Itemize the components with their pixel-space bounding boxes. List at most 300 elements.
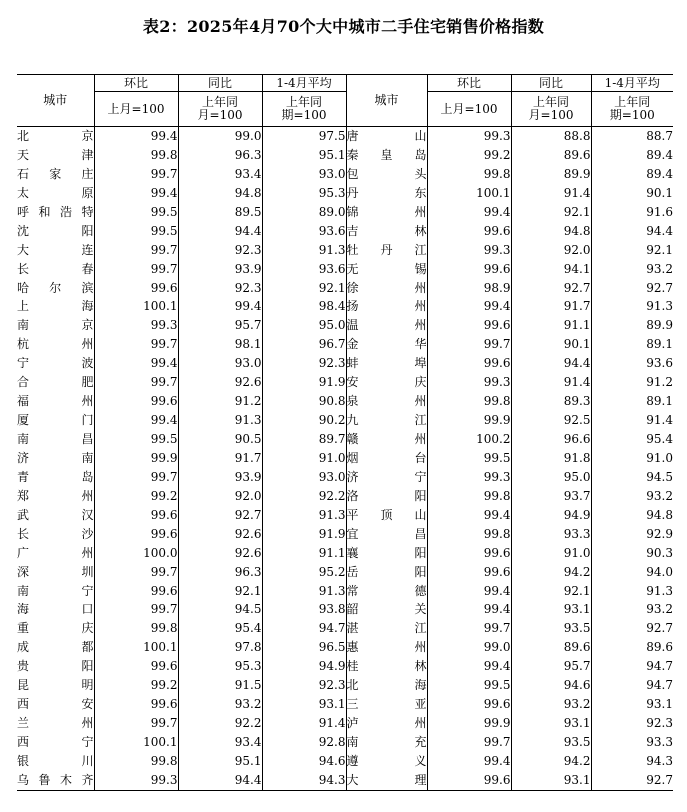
city-cell: 秦皇岛: [346, 146, 427, 165]
yoy-cell: 92.1: [178, 582, 262, 601]
mom-cell: 99.3: [427, 468, 511, 487]
table-row: [17, 638, 673, 657]
table-row: [17, 165, 673, 184]
yoy-cell: 94.8: [511, 222, 591, 241]
yoy-cell: 92.0: [511, 241, 591, 260]
mom-cell: 99.2: [94, 676, 178, 695]
yoy-cell: 91.0: [511, 544, 591, 563]
city-cell: 扬州: [346, 297, 427, 316]
table-row: [17, 600, 673, 619]
avg-cell: 91.9: [262, 373, 346, 392]
mom-cell: 99.8: [94, 752, 178, 771]
table-row: [17, 582, 673, 601]
table-row: [17, 525, 673, 544]
city-cell: 烟台: [346, 449, 427, 468]
mom-cell: 99.6: [427, 771, 511, 790]
city-cell: 九江: [346, 411, 427, 430]
city-cell: 济宁: [346, 468, 427, 487]
avg-cell: 95.4: [591, 430, 673, 449]
mom-cell: 99.6: [94, 695, 178, 714]
avg-cell: 93.2: [591, 260, 673, 279]
avg-cell: 89.7: [262, 430, 346, 449]
mom-cell: 100.2: [427, 430, 511, 449]
avg-cell: 91.3: [262, 241, 346, 260]
mom-cell: 100.1: [427, 184, 511, 203]
avg-cell: 92.8: [262, 733, 346, 752]
price-index-table: [17, 74, 673, 791]
table-row: [17, 468, 673, 487]
city-cell: 大理: [346, 771, 427, 790]
city-cell: 丹东: [346, 184, 427, 203]
mom-cell: 99.6: [427, 260, 511, 279]
city-cell: 厦门: [17, 413, 94, 428]
avg-cell: 90.8: [262, 392, 346, 411]
mom-cell: 99.7: [94, 260, 178, 279]
avg-cell: 95.2: [262, 563, 346, 582]
city-cell: 哈尔滨: [17, 280, 94, 295]
mom-cell: 99.5: [94, 430, 178, 449]
city-header-left: 城市: [17, 75, 94, 127]
city-cell: 太原: [17, 185, 94, 200]
table-row: [17, 316, 673, 335]
mom-cell: 99.7: [427, 335, 511, 354]
yoy-cell: 96.3: [178, 146, 262, 165]
table-row: [17, 449, 673, 468]
city-cell: 上海: [17, 299, 94, 314]
city-cell: 温州: [346, 316, 427, 335]
avg-cell: 92.7: [591, 619, 673, 638]
avg-cell: 93.0: [262, 165, 346, 184]
city-cell: 惠州: [346, 638, 427, 657]
yoy-cell: 93.4: [178, 165, 262, 184]
table-row: [17, 411, 673, 430]
table-row: [17, 184, 673, 203]
avg-cell: 94.7: [591, 657, 673, 676]
city-cell: 郑州: [17, 488, 94, 503]
city-cell: 兰州: [17, 716, 94, 731]
mom-cell: 99.4: [427, 506, 511, 525]
table-row: [17, 506, 673, 525]
yoy-cell: 89.5: [178, 203, 262, 222]
avg-cell: 90.1: [591, 184, 673, 203]
avg-subheader-left: 上年同 期=100: [262, 92, 346, 127]
city-cell: 韶关: [346, 600, 427, 619]
table-row: [17, 695, 673, 714]
city-cell: 昆明: [17, 678, 94, 693]
yoy-cell: 96.6: [511, 430, 591, 449]
yoy-cell: 94.1: [511, 260, 591, 279]
avg-header-right: 1-4月平均: [591, 75, 673, 92]
table-header: [17, 75, 673, 127]
yoy-cell: 94.6: [511, 676, 591, 695]
table-row: [17, 260, 673, 279]
mom-cell: 99.9: [427, 411, 511, 430]
yoy-cell: 92.2: [178, 714, 262, 733]
avg-cell: 92.3: [262, 354, 346, 373]
city-cell: 无锡: [346, 260, 427, 279]
yoy-cell: 95.3: [178, 657, 262, 676]
city-cell: 北京: [17, 129, 94, 143]
avg-cell: 97.5: [262, 127, 346, 146]
city-cell: 长春: [17, 261, 94, 276]
mom-cell: 99.5: [427, 676, 511, 695]
avg-cell: 92.1: [591, 241, 673, 260]
yoy-cell: 92.6: [178, 373, 262, 392]
avg-cell: 92.9: [591, 525, 673, 544]
mom-cell: 99.6: [94, 392, 178, 411]
table-row: [17, 563, 673, 582]
yoy-cell: 93.1: [511, 600, 591, 619]
city-cell: 湛江: [346, 619, 427, 638]
avg-cell: 92.1: [262, 279, 346, 298]
yoy-cell: 92.7: [178, 506, 262, 525]
avg-cell: 89.6: [591, 638, 673, 657]
mom-cell: 99.9: [427, 714, 511, 733]
mom-cell: 99.3: [427, 241, 511, 260]
yoy-cell: 92.1: [511, 582, 591, 601]
mom-cell: 99.2: [94, 487, 178, 506]
mom-cell: 99.3: [427, 127, 511, 146]
city-header-right: 城市: [346, 75, 427, 127]
table-row: [17, 733, 673, 752]
city-cell: 南京: [17, 318, 94, 333]
table-row: [17, 279, 673, 298]
city-cell: 宁波: [17, 356, 94, 371]
yoy-cell: 93.3: [511, 525, 591, 544]
avg-cell: 92.3: [262, 676, 346, 695]
mom-cell: 99.7: [94, 468, 178, 487]
mom-cell: 99.4: [427, 203, 511, 222]
mom-cell: 99.3: [94, 316, 178, 335]
city-cell: 呼和浩特: [17, 204, 94, 219]
yoy-cell: 93.0: [178, 354, 262, 373]
yoy-cell: 89.9: [511, 165, 591, 184]
yoy-cell: 94.9: [511, 506, 591, 525]
yoy-cell: 95.7: [178, 316, 262, 335]
mom-cell: 99.9: [94, 449, 178, 468]
mom-cell: 99.4: [427, 297, 511, 316]
yoy-subheader-right: 上年同 月=100: [511, 92, 591, 127]
mom-cell: 99.7: [94, 600, 178, 619]
table-row: [17, 430, 673, 449]
city-cell: 长沙: [17, 526, 94, 541]
mom-cell: 99.6: [94, 506, 178, 525]
city-cell: 石家庄: [17, 166, 94, 181]
avg-cell: 95.1: [262, 146, 346, 165]
city-cell: 遵义: [346, 752, 427, 771]
yoy-cell: 94.5: [178, 600, 262, 619]
mom-cell: 99.7: [427, 619, 511, 638]
city-cell: 平顶山: [346, 506, 427, 525]
table-row: [17, 354, 673, 373]
avg-cell: 93.6: [262, 260, 346, 279]
city-cell: 岳阳: [346, 563, 427, 582]
avg-cell: 89.1: [591, 335, 673, 354]
city-cell: 南充: [346, 733, 427, 752]
city-cell: 贵阳: [17, 659, 94, 674]
yoy-cell: 95.4: [178, 619, 262, 638]
city-cell: 常德: [346, 582, 427, 601]
yoy-cell: 92.7: [511, 279, 591, 298]
yoy-cell: 93.9: [178, 468, 262, 487]
avg-cell: 93.8: [262, 600, 346, 619]
mom-cell: 99.4: [427, 582, 511, 601]
city-cell: 吉林: [346, 222, 427, 241]
city-cell: 蚌埠: [346, 354, 427, 373]
avg-cell: 92.7: [591, 279, 673, 298]
yoy-cell: 91.4: [511, 184, 591, 203]
city-cell: 桂林: [346, 657, 427, 676]
city-cell: 重庆: [17, 621, 94, 636]
mom-header-left: 环比: [94, 75, 178, 92]
avg-cell: 93.1: [262, 695, 346, 714]
yoy-header-right: 同比: [511, 75, 591, 92]
mom-cell: 99.4: [94, 411, 178, 430]
avg-cell: 88.7: [591, 127, 673, 146]
table-row: [17, 241, 673, 260]
yoy-cell: 98.1: [178, 335, 262, 354]
avg-cell: 93.1: [591, 695, 673, 714]
yoy-header-left: 同比: [178, 75, 262, 92]
city-cell: 泉州: [346, 392, 427, 411]
city-cell: 合肥: [17, 375, 94, 390]
mom-cell: 99.6: [94, 657, 178, 676]
mom-cell: 99.0: [427, 638, 511, 657]
avg-cell: 89.9: [591, 316, 673, 335]
yoy-cell: 92.6: [178, 544, 262, 563]
mom-cell: 99.7: [94, 165, 178, 184]
avg-cell: 90.3: [591, 544, 673, 563]
yoy-cell: 94.4: [178, 222, 262, 241]
table-row: [17, 657, 673, 676]
city-cell: 海口: [17, 602, 94, 617]
mom-cell: 99.7: [94, 335, 178, 354]
mom-cell: 99.6: [427, 316, 511, 335]
city-cell: 赣州: [346, 430, 427, 449]
avg-cell: 96.7: [262, 335, 346, 354]
yoy-cell: 93.1: [511, 771, 591, 790]
avg-cell: 94.9: [262, 657, 346, 676]
yoy-cell: 99.0: [178, 127, 262, 146]
city-cell: 唐山: [346, 127, 427, 146]
yoy-cell: 92.3: [178, 279, 262, 298]
city-cell: 成都: [17, 640, 94, 655]
mom-cell: 99.8: [427, 392, 511, 411]
avg-cell: 89.0: [262, 203, 346, 222]
avg-cell: 91.0: [591, 449, 673, 468]
avg-cell: 91.9: [262, 525, 346, 544]
city-cell: 金华: [346, 335, 427, 354]
mom-cell: 99.5: [94, 222, 178, 241]
avg-cell: 89.4: [591, 165, 673, 184]
avg-cell: 90.2: [262, 411, 346, 430]
avg-cell: 94.6: [262, 752, 346, 771]
avg-cell: 93.3: [591, 733, 673, 752]
avg-cell: 91.3: [262, 582, 346, 601]
avg-cell: 95.0: [262, 316, 346, 335]
yoy-cell: 92.1: [511, 203, 591, 222]
mom-cell: 99.7: [94, 373, 178, 392]
table-row: [17, 203, 673, 222]
mom-cell: 99.5: [427, 449, 511, 468]
table-row: [17, 127, 673, 146]
mom-cell: 99.7: [94, 714, 178, 733]
yoy-cell: 92.5: [511, 411, 591, 430]
avg-cell: 93.6: [262, 222, 346, 241]
city-cell: 大连: [17, 242, 94, 257]
page-title: 表2：2025年4月70个大中城市二手住宅销售价格指数: [142, 17, 545, 36]
table-row: [17, 335, 673, 354]
city-cell: 牡丹江: [346, 241, 427, 260]
yoy-cell: 99.4: [178, 297, 262, 316]
yoy-cell: 97.8: [178, 638, 262, 657]
city-cell: 青岛: [17, 469, 94, 484]
mom-cell: 100.1: [94, 733, 178, 752]
yoy-cell: 95.7: [511, 657, 591, 676]
yoy-cell: 94.2: [511, 752, 591, 771]
yoy-cell: 91.1: [511, 316, 591, 335]
table-body: [17, 127, 673, 791]
city-cell: 天津: [17, 147, 94, 162]
mom-cell: 99.6: [427, 222, 511, 241]
yoy-cell: 88.8: [511, 127, 591, 146]
table-row: [17, 752, 673, 771]
yoy-cell: 96.3: [178, 563, 262, 582]
city-cell: 沈阳: [17, 223, 94, 238]
avg-cell: 94.8: [591, 506, 673, 525]
mom-cell: 99.6: [94, 525, 178, 544]
mom-header-right: 环比: [427, 75, 511, 92]
city-cell: 三亚: [346, 695, 427, 714]
avg-cell: 92.7: [591, 771, 673, 790]
city-cell: 西安: [17, 697, 94, 712]
city-cell: 福州: [17, 394, 94, 409]
yoy-cell: 92.6: [178, 525, 262, 544]
mom-cell: 99.4: [427, 752, 511, 771]
mom-cell: 99.7: [427, 733, 511, 752]
city-cell: 徐州: [346, 279, 427, 298]
mom-cell: 100.0: [94, 544, 178, 563]
mom-cell: 99.6: [427, 354, 511, 373]
avg-cell: 94.5: [591, 468, 673, 487]
table-row: [17, 146, 673, 165]
avg-cell: 91.4: [262, 714, 346, 733]
city-cell: 包头: [346, 165, 427, 184]
mom-cell: 99.6: [427, 544, 511, 563]
yoy-cell: 95.1: [178, 752, 262, 771]
mom-cell: 98.9: [427, 279, 511, 298]
avg-cell: 95.3: [262, 184, 346, 203]
yoy-cell: 89.6: [511, 638, 591, 657]
yoy-cell: 89.3: [511, 392, 591, 411]
yoy-cell: 93.7: [511, 487, 591, 506]
mom-cell: 100.1: [94, 297, 178, 316]
city-cell: 深圳: [17, 564, 94, 579]
table-row: [17, 392, 673, 411]
avg-cell: 91.4: [591, 411, 673, 430]
mom-cell: 99.6: [427, 695, 511, 714]
mom-cell: 99.6: [94, 279, 178, 298]
mom-cell: 99.6: [94, 582, 178, 601]
yoy-cell: 94.4: [511, 354, 591, 373]
table-row: [17, 373, 673, 392]
avg-cell: 91.2: [591, 373, 673, 392]
yoy-cell: 91.8: [511, 449, 591, 468]
mom-cell: 99.7: [94, 241, 178, 260]
city-cell: 安庆: [346, 373, 427, 392]
avg-cell: 92.2: [262, 487, 346, 506]
city-cell: 北海: [346, 676, 427, 695]
city-cell: 银川: [17, 753, 94, 768]
table-row: [17, 487, 673, 506]
yoy-cell: 93.2: [178, 695, 262, 714]
mom-cell: 99.8: [427, 165, 511, 184]
table-row: [17, 619, 673, 638]
avg-cell: 91.0: [262, 449, 346, 468]
table-row: [17, 714, 673, 733]
avg-cell: 91.3: [262, 506, 346, 525]
avg-cell: 93.0: [262, 468, 346, 487]
city-cell: 广州: [17, 545, 94, 560]
yoy-cell: 94.8: [178, 184, 262, 203]
yoy-cell: 94.2: [511, 563, 591, 582]
yoy-cell: 91.2: [178, 392, 262, 411]
mom-cell: 99.8: [427, 525, 511, 544]
mom-subheader-left: 上月=100: [94, 92, 178, 127]
city-cell: 西宁: [17, 735, 94, 749]
city-cell: 乌鲁木齐: [17, 772, 94, 787]
mom-cell: 99.7: [94, 563, 178, 582]
avg-cell: 91.3: [591, 582, 673, 601]
city-cell: 襄阳: [346, 544, 427, 563]
yoy-cell: 92.3: [178, 241, 262, 260]
mom-cell: 99.8: [427, 487, 511, 506]
yoy-cell: 94.4: [178, 771, 262, 790]
yoy-cell: 93.5: [511, 733, 591, 752]
city-cell: 济南: [17, 450, 94, 465]
mom-cell: 99.4: [94, 127, 178, 146]
avg-cell: 98.4: [262, 297, 346, 316]
yoy-cell: 91.3: [178, 411, 262, 430]
avg-header-left: 1-4月平均: [262, 75, 346, 92]
city-cell: 杭州: [17, 337, 94, 352]
yoy-cell: 91.5: [178, 676, 262, 695]
avg-cell: 93.6: [591, 354, 673, 373]
yoy-cell: 93.2: [511, 695, 591, 714]
yoy-cell: 90.1: [511, 335, 591, 354]
yoy-cell: 93.5: [511, 619, 591, 638]
yoy-cell: 91.7: [511, 297, 591, 316]
yoy-cell: 91.7: [178, 449, 262, 468]
mom-cell: 99.8: [94, 146, 178, 165]
mom-cell: 99.3: [427, 373, 511, 392]
mom-cell: 99.4: [427, 657, 511, 676]
table-row: [17, 222, 673, 241]
avg-cell: 91.1: [262, 544, 346, 563]
avg-cell: 94.0: [591, 563, 673, 582]
mom-cell: 99.8: [94, 619, 178, 638]
table-row: [17, 676, 673, 695]
city-cell: 洛阳: [346, 487, 427, 506]
city-cell: 锦州: [346, 203, 427, 222]
city-cell: 南宁: [17, 583, 94, 598]
avg-subheader-right: 上年同 期=100: [591, 92, 673, 127]
mom-cell: 99.4: [94, 184, 178, 203]
table-row: [17, 771, 673, 790]
mom-cell: 99.5: [94, 203, 178, 222]
mom-subheader-right: 上月=100: [427, 92, 511, 127]
mom-cell: 100.1: [94, 638, 178, 657]
